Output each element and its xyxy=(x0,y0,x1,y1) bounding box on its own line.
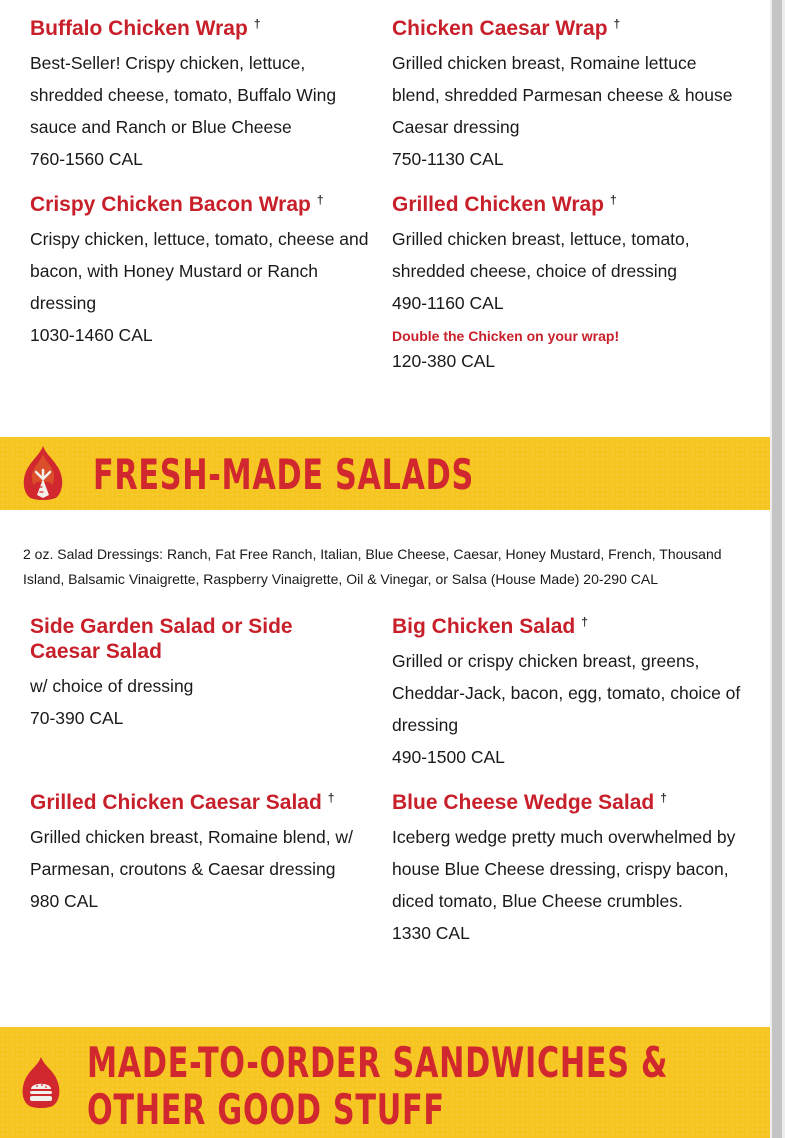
menu-item-buffalo-chicken-wrap xyxy=(30,16,380,175)
item-description: Grilled or crispy chicken breast, greens, Cheddar-Jack, bacon, egg, tomato, choice of dressing xyxy=(392,651,741,735)
carrot-icon xyxy=(22,445,64,501)
dagger-mark: † xyxy=(253,17,261,31)
section-banner-salads xyxy=(0,437,770,510)
item-description: Iceberg wedge pretty much overwhelmed by house Blue Cheese dressing, crispy bacon, diced tomato, Blue Cheese crumbles. xyxy=(392,827,736,911)
promo-calories: 120-380 CAL xyxy=(392,351,496,371)
dagger-mark: † xyxy=(581,615,588,629)
item-description: Grilled chicken breast, Romaine blend, w/ Parmesan, croutons & Caesar dressing xyxy=(30,827,353,879)
salad-dressings-note: 2 oz. Salad Dressings: Ranch, Fat Free Ranch, Italian, Blue Cheese, Caesar, Honey Mustard, French, Thousand Island, Balsamic Vinaigrette, Raspberry Vinaigrette, Oil & Vinegar, or Salsa (House Made) 20-290 CAL xyxy=(23,546,722,587)
menu-item-chicken-caesar-wrap xyxy=(392,16,742,175)
item-title: Blue Cheese Wedge Salad † xyxy=(392,791,667,814)
dagger-mark: † xyxy=(327,791,335,805)
item-description: Grilled chicken breast, Romaine lettuce blend, shredded Parmesan cheese & house Caesar dressing xyxy=(392,53,733,137)
item-title: Buffalo Chicken Wrap † xyxy=(30,17,261,40)
item-calories: 1330 CAL xyxy=(392,923,470,943)
item-description: Best-Seller! Crispy chicken, lettuce, shredded cheese, tomato, Buffalo Wing sauce and Ranch or Blue Cheese xyxy=(30,53,337,137)
menu-item-grilled-chicken-caesar-salad xyxy=(30,790,380,917)
item-title: Chicken Caesar Wrap † xyxy=(392,17,621,40)
item-title: Crispy Chicken Bacon Wrap † xyxy=(30,193,324,216)
dagger-mark: † xyxy=(660,791,667,805)
menu-item-crispy-chicken-bacon-wrap xyxy=(30,192,380,351)
item-calories: 490-1160 CAL xyxy=(392,293,504,313)
item-title: Big Chicken Salad † xyxy=(392,615,588,638)
burger-icon xyxy=(21,1056,61,1109)
item-calories: 1030-1460 CAL xyxy=(30,325,153,345)
item-description: w/ choice of dressing xyxy=(30,676,194,696)
menu-item-blue-cheese-wedge-salad xyxy=(392,790,742,949)
item-title: Grilled Chicken Caesar Salad † xyxy=(30,791,335,814)
item-description: Grilled chicken breast, lettuce, tomato, shredded cheese, choice of dressing xyxy=(392,229,690,281)
item-calories: 490-1500 CAL xyxy=(392,747,505,767)
item-calories: 760-1560 CAL xyxy=(30,149,143,169)
scrollbar-thumb[interactable] xyxy=(772,0,782,1138)
dagger-mark: † xyxy=(610,193,617,207)
promo-double-chicken: Double the Chicken on your wrap! xyxy=(392,328,620,344)
section-banner-sandwiches xyxy=(0,1027,770,1138)
item-title: Side Garden Salad or Side Caesar Salad xyxy=(30,615,293,663)
dagger-mark: † xyxy=(316,193,324,207)
item-calories: 70-390 CAL xyxy=(30,708,124,728)
dagger-mark: † xyxy=(613,17,621,31)
menu-item-side-salad xyxy=(30,614,360,734)
item-calories: 750-1130 CAL xyxy=(392,149,504,169)
item-description: Crispy chicken, lettuce, tomato, cheese and bacon, with Honey Mustard or Ranch dressing xyxy=(30,229,369,313)
item-title: Grilled Chicken Wrap † xyxy=(392,193,617,216)
menu-item-grilled-chicken-wrap xyxy=(392,192,742,377)
item-calories: 980 CAL xyxy=(30,891,99,911)
section-title-sandwiches: MADE-TO-ORDER SANDWICHES & OTHER GOOD STUFF xyxy=(87,1038,669,1134)
menu-item-big-chicken-salad xyxy=(392,614,742,773)
section-title-salads: FRESH-MADE SALADS xyxy=(93,450,475,499)
